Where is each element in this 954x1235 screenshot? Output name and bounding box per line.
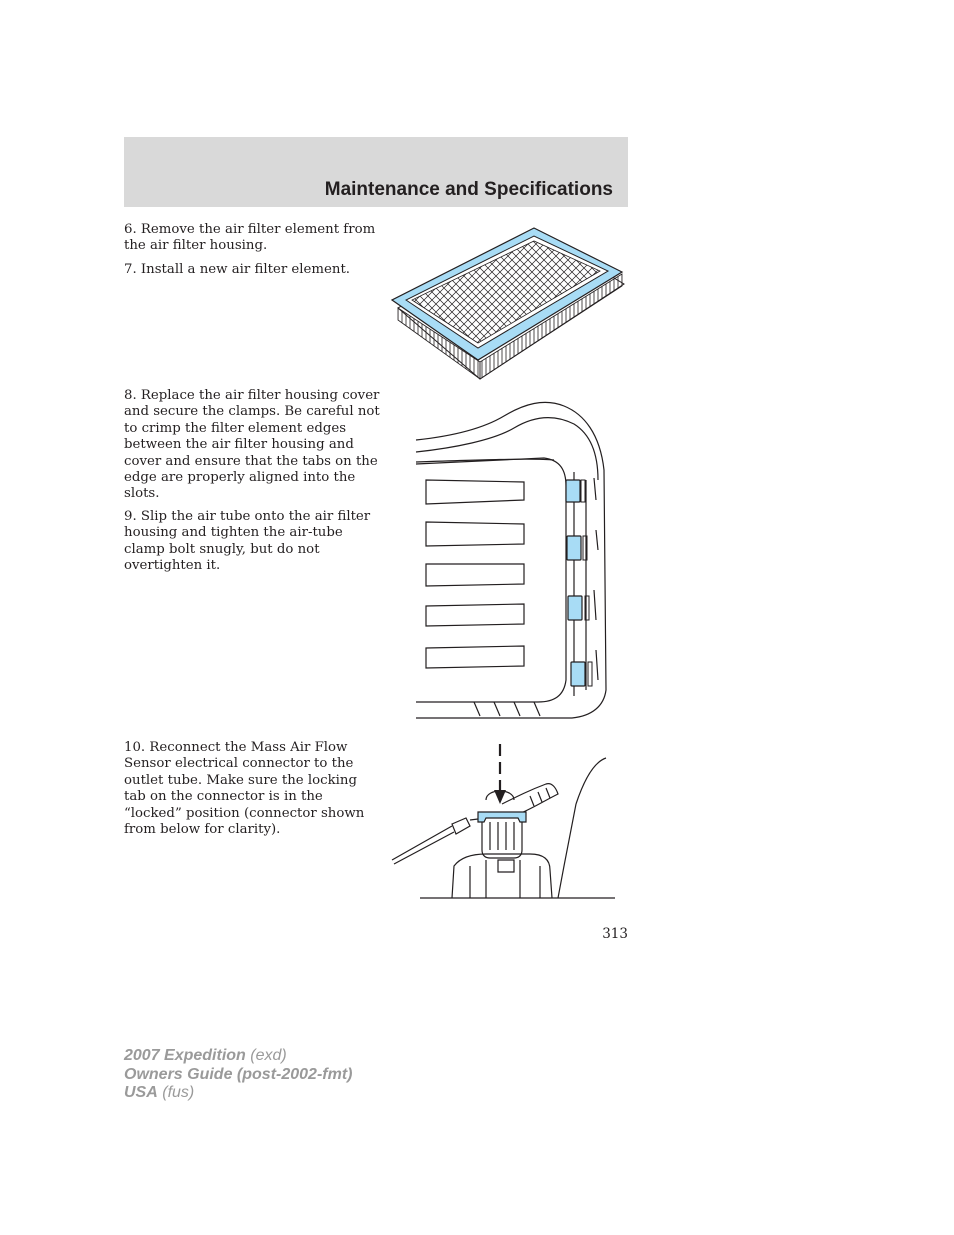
step-10-text: 10. Reconnect the Mass Air Flow Sensor electrical connector to the outlet tube. Make sure the locking tab on the connector is in the “locked” position (connector shown from below for clarity). <box>124 740 365 838</box>
section-header-band <box>124 137 628 207</box>
maf-sensor-connector-illustration <box>390 740 615 902</box>
air-filter-element-illustration <box>388 224 628 384</box>
step-8-text: 8. Replace the air filter housing cover and secure the clamps. Be careful not to crimp the filter element edges between the air filter housing and cover and ensure that the tabs on the edge are properly aligned into the slots. <box>124 388 380 502</box>
section-title: Maintenance and Specifications <box>324 179 613 200</box>
air-filter-housing-illustration <box>414 400 618 722</box>
step-9-text: 9. Slip the air tube onto the air filter housing and tighten the air-tube clamp bolt snugly, but do not overtighten it. <box>124 509 371 574</box>
document-footer <box>124 1047 352 1103</box>
footer-guide: Owners Guide (post-2002-fmt) <box>124 1065 353 1083</box>
footer-line-2 <box>124 1066 352 1085</box>
footer-line-1 <box>124 1047 352 1066</box>
footer-line-3 <box>124 1084 352 1103</box>
page-number: 313 <box>602 926 628 942</box>
footer-market: USA <box>124 1084 158 1101</box>
step-7-text: 7. Install a new air filter element. <box>124 262 351 277</box>
footer-model: 2007 Expedition <box>124 1047 246 1064</box>
step-6-text: 6. Remove the air filter element from the air filter housing. <box>124 222 376 254</box>
footer-market-code: (fus) <box>162 1084 195 1101</box>
footer-model-code: (exd) <box>250 1047 287 1064</box>
